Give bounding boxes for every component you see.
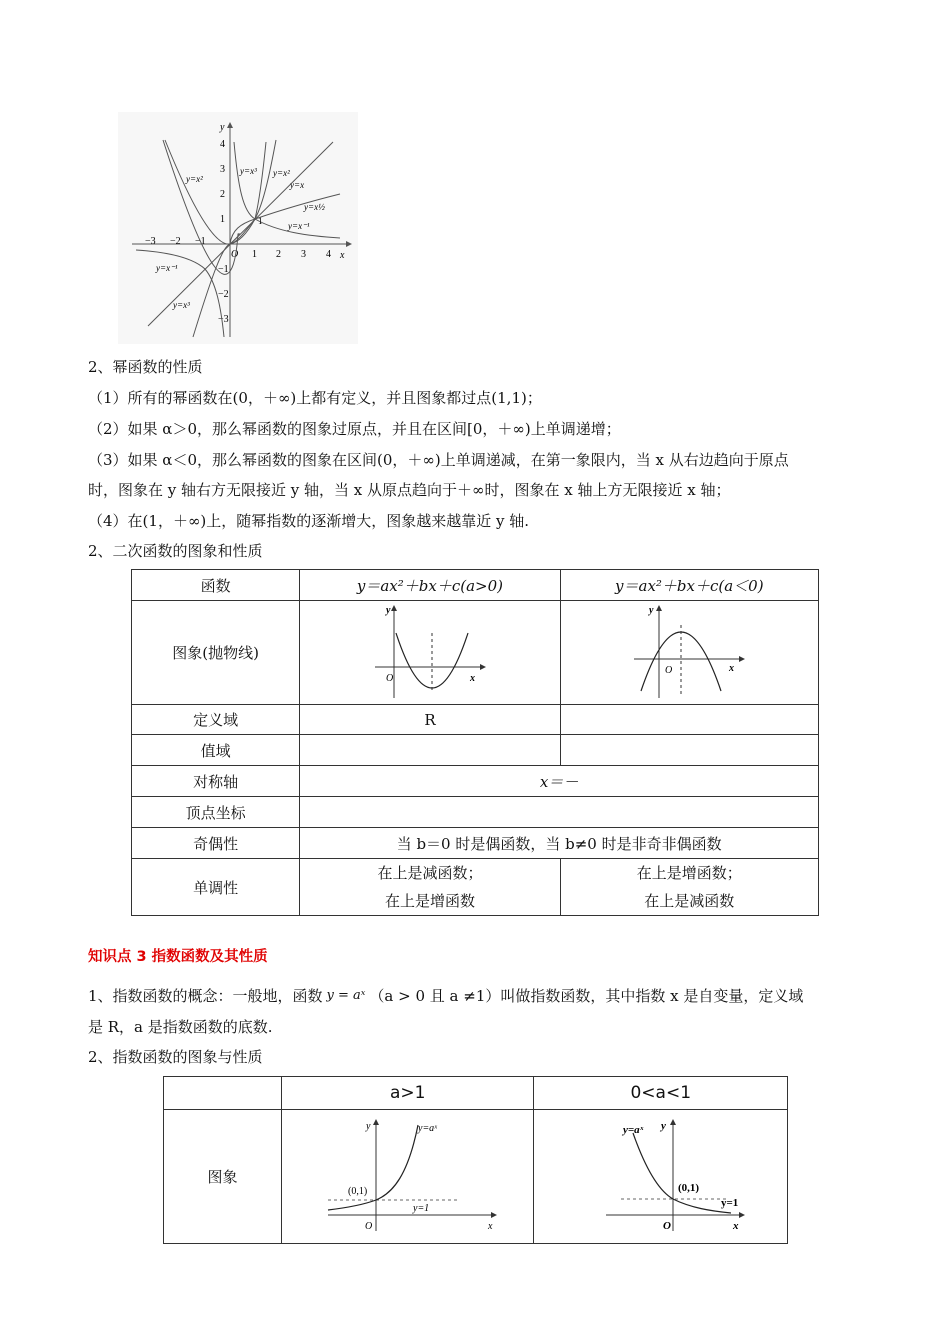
label-y-x2: y=x² [186, 174, 203, 184]
exp-title: 知识点 3 指数函数及其性质 [88, 949, 268, 965]
exp-x-label: x [732, 1219, 739, 1232]
exp-definition [88, 985, 803, 1007]
y-tick: −1 [218, 264, 229, 275]
exp-def-cond: （a > 0 且 a ≠1）叫做指数函数，其中指数 x 是自变量，定义域 [369, 987, 804, 1005]
exp-y1-label: y=1 [720, 1196, 739, 1209]
quad-heading: 2、二次函数的图象和性质 [88, 542, 263, 560]
graph-y-label: y [385, 604, 391, 616]
mono-neg-line2: 在上是减函数 [644, 892, 735, 910]
range-value-pos [300, 735, 560, 766]
label-y-xinv: y=x⁻¹ [288, 221, 310, 231]
label-y-xinv-neg: y=x⁻¹ [156, 263, 178, 273]
x-tick: −3 [145, 236, 156, 247]
graph-x-label: x [729, 662, 735, 674]
exp-col-lt1: 0<a<1 [534, 1077, 788, 1110]
power-function-graph [118, 112, 358, 344]
graph-origin: O [665, 664, 673, 676]
power-props-heading: 2、幂函数的性质 [88, 358, 203, 376]
y-tick: 2 [220, 189, 225, 200]
row-range-label: 值域 [132, 735, 300, 766]
y-tick: −2 [218, 289, 229, 300]
row-parity-label: 奇偶性 [132, 828, 300, 859]
domain-value: R [300, 705, 560, 735]
y-tick: −3 [218, 314, 229, 325]
graph-y-label: y [649, 604, 654, 616]
x-tick: 4 [326, 249, 331, 260]
exp-x-label: x [487, 1220, 493, 1232]
range-value-neg [560, 735, 818, 766]
x-axis-label: x [340, 250, 345, 261]
y-tick: 3 [220, 164, 225, 175]
power-prop-3a: （3）如果 α＜0，那么幂函数的图象在区间(0，＋∞)上单调递减，在第一象限内，当 x 从右边趋向于原点 [88, 451, 789, 469]
exp-graph-lt1-cell [534, 1110, 788, 1244]
exp-origin: O [662, 1219, 671, 1232]
mono-neg-line1: 在上是增函数； [636, 864, 742, 882]
domain-value-neg [560, 705, 818, 735]
x-tick: 2 [276, 249, 281, 260]
x-tick: 1 [252, 249, 257, 260]
x-tick: −1 [195, 236, 206, 247]
row-domain-label: 定义域 [132, 705, 300, 735]
x-tick: 3 [301, 249, 306, 260]
mono-neg [560, 859, 818, 916]
col-a-neg: y＝ax²＋bx＋c(a＜0) [560, 570, 818, 601]
exp-point-label: (0,1) [347, 1185, 367, 1197]
power-prop-4: （4）在(1，＋∞)上，随幂指数的逐渐增大，图象越来越靠近 y 轴. [88, 512, 530, 530]
exp-graph-lt1 [561, 1115, 761, 1235]
label-y-x: y=x [290, 180, 305, 190]
quadratic-table [131, 569, 819, 916]
exp-curve-label: y=aˣ [622, 1123, 644, 1136]
exp-col-head [164, 1077, 282, 1110]
row-graph-label: 图象(抛物线) [132, 601, 300, 705]
label-y-x2b: y=x² [273, 168, 290, 178]
mono-pos-line2: 在上是增函数 [384, 892, 475, 910]
parabola-down-cell [560, 601, 818, 705]
parity-value: 当 b＝0 时是偶函数，当 b≠0 时是非奇非偶函数 [300, 828, 819, 859]
exp-heading2: 2、指数函数的图象与性质 [88, 1048, 263, 1066]
power-prop-1: （1）所有的幂函数在(0，＋∞)上都有定义，并且图象都过点(1,1)； [88, 389, 542, 407]
power-prop-2: （2）如果 α＞0，那么幂函数的图象过原点，并且在区间[0，＋∞)上单调递增； [88, 420, 621, 438]
power-prop-3b: 时，图象在 y 轴右方无限接近 y 轴，当 x 从原点趋向于＋∞时，图象在 x 轴上方无限接近 x 轴； [88, 481, 731, 499]
exp-origin: O [364, 1220, 372, 1232]
exp-graph-gt1 [308, 1115, 508, 1235]
y-tick: 4 [220, 139, 225, 150]
parabola-down-graph [629, 603, 749, 699]
graph-origin: O [385, 672, 394, 684]
exp-table [163, 1076, 788, 1244]
x-tick: −2 [170, 236, 181, 247]
label-y-x3: y=x³ [240, 166, 257, 176]
label-y-x3-neg: y=x³ [173, 300, 190, 310]
exp-graph-gt1-cell [282, 1110, 534, 1244]
col-a-pos: y＝ax²＋bx＋c(a>0) [300, 570, 560, 601]
row-mono-label: 单调性 [132, 859, 300, 916]
exp-y1-label: y=1 [412, 1202, 429, 1214]
exp-curve-label: y=aˣ [417, 1122, 437, 1134]
exp-def-a: 1、指数函数的概念：一般地，函数 [88, 987, 323, 1005]
col-head: 函数 [132, 570, 300, 601]
exp-col-gt1: a>1 [282, 1077, 534, 1110]
mono-pos [300, 859, 560, 916]
vertex-value [300, 797, 819, 828]
graph-x-label: x [469, 672, 475, 684]
parabola-up-cell [300, 601, 560, 705]
exp-point-label: (0,1) [677, 1181, 699, 1194]
origin-label: O [231, 249, 239, 260]
exp-def-b: 是 R，a 是指数函数的底数. [88, 1018, 273, 1036]
y-tick: 1 [220, 214, 225, 225]
exp-row-graph-label: 图象 [164, 1110, 282, 1244]
exp-def-formula: y = aˣ [326, 988, 366, 1003]
exp-y-label: y [365, 1120, 371, 1132]
point-label: 1 [258, 216, 263, 226]
exp-y-label: y [660, 1119, 666, 1132]
row-axis-label: 对称轴 [132, 766, 300, 797]
label-y-xhalf: y=x½ [304, 202, 325, 212]
parabola-up-graph [370, 603, 490, 699]
row-vertex-label: 顶点坐标 [132, 797, 300, 828]
axis-value: x＝－ [300, 766, 819, 797]
y-axis-label: y [220, 122, 225, 133]
mono-pos-line1: 在上是减函数； [377, 864, 483, 882]
